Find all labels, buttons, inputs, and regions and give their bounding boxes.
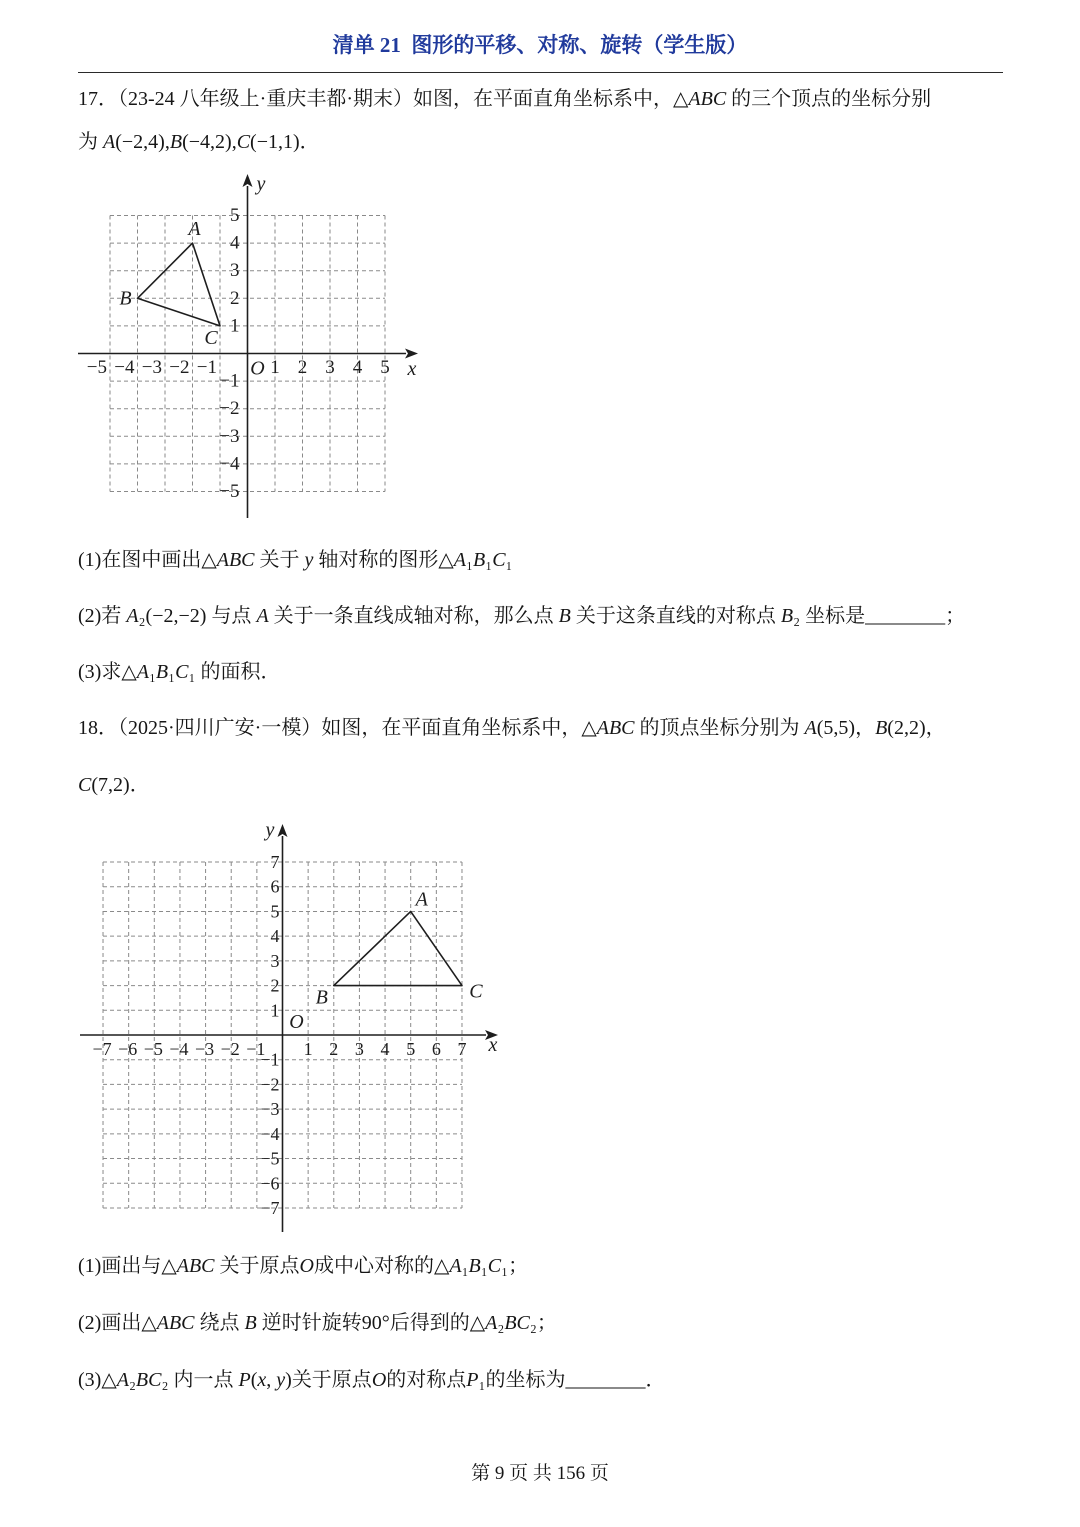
y-tick-label: −6	[260, 1173, 280, 1194]
math-expression: B	[244, 1312, 257, 1334]
origin-label: O	[250, 357, 265, 380]
x-tick-label: 3	[325, 357, 335, 378]
text-run: 关于一条直线成轴对称，那么点	[268, 605, 559, 627]
x-tick-label: −7	[92, 1039, 112, 1059]
math-expression: P₁	[466, 1369, 486, 1391]
math-expression: △ABC	[581, 717, 635, 739]
q17-part-3	[78, 658, 280, 686]
x-tick-label: −3	[141, 357, 162, 378]
y-tick-label: 2	[270, 975, 280, 996]
math-expression: A₂(−2,−2)	[126, 605, 207, 627]
q17-part-1	[78, 546, 513, 574]
math-expression: B₂	[780, 605, 801, 627]
x-tick-label: 5	[380, 357, 390, 378]
math-expression: B	[558, 605, 571, 627]
text-run: ，	[855, 717, 876, 739]
math-expression: △ABC	[672, 88, 727, 110]
text-run: (1)画出与	[78, 1255, 162, 1277]
x-tick-label: 5	[406, 1039, 416, 1059]
y-tick-label: 1	[270, 1000, 280, 1021]
text-run: 后得到的	[389, 1312, 470, 1334]
math-expression: △A₂BC₂	[469, 1312, 537, 1334]
vertex-label-b: B	[119, 287, 132, 310]
text-run: ．	[299, 131, 320, 153]
text-run: 关于原点	[291, 1369, 372, 1391]
text-run: 成中心对称的	[313, 1255, 434, 1277]
x-tick-label: −2	[220, 1039, 240, 1059]
text-run: 的对称点	[386, 1369, 467, 1391]
x-tick-label: −2	[169, 357, 190, 378]
y-tick-label: −1	[219, 370, 240, 392]
q17-part-2	[78, 602, 965, 630]
text-run: 的顶点坐标分别为	[634, 717, 805, 739]
y-axis-arrow-icon	[278, 824, 288, 837]
math-expression: △ABC	[201, 549, 255, 571]
q18-part-3	[78, 1366, 665, 1394]
text-run: (2)若	[78, 605, 127, 627]
math-expression: B(2,2)	[875, 717, 926, 739]
vertex-label-a: A	[188, 218, 201, 241]
x-tick-label: −1	[246, 1039, 266, 1059]
y-axis-label: y	[265, 819, 275, 841]
y-tick-label: −3	[219, 425, 240, 447]
vertex-label-b: B	[315, 986, 328, 1009]
x-tick-label: 4	[352, 357, 363, 378]
math-expression: O	[371, 1369, 387, 1391]
y-tick-label: 1	[230, 315, 240, 337]
math-expression: △A₂BC₂	[101, 1369, 169, 1391]
y-tick-label: −3	[260, 1099, 280, 1120]
math-expression: 90°	[361, 1312, 390, 1334]
math-expression: △ABC	[161, 1255, 215, 1277]
text-run: (2)画出	[78, 1312, 142, 1334]
q17-coordinate-figure	[60, 160, 440, 530]
vertex-label-c: C	[204, 326, 218, 349]
text-run: 的三个顶点的坐标分别	[726, 88, 932, 110]
text-run: ，	[925, 717, 946, 739]
y-tick-label: 3	[230, 260, 240, 282]
y-axis-arrow-icon	[243, 174, 253, 187]
x-tick-label: 7	[457, 1039, 467, 1059]
text-run: 的坐标为________．	[485, 1369, 666, 1391]
text-run: 坐标是________；	[800, 605, 966, 627]
y-axis-label: y	[256, 173, 266, 195]
text-run: 18．（2025·四川广安·一模）如图，在平面直角坐标系中，	[78, 717, 582, 739]
x-tick-label: −4	[169, 1039, 189, 1059]
math-expression: P(x, y)	[238, 1369, 292, 1391]
text-run: 与点	[206, 605, 257, 627]
x-tick-label: 2	[297, 357, 308, 378]
text-run: (3)	[78, 1369, 102, 1391]
vertex-label-c: C	[469, 980, 483, 1003]
triangle-abc	[138, 243, 221, 326]
y-tick-label: 7	[270, 852, 280, 873]
math-expression: y	[304, 549, 314, 571]
text-run: 轴对称的图形	[313, 549, 439, 571]
math-expression: △A₁B₁C₁	[121, 661, 196, 683]
math-expression: O	[299, 1255, 314, 1277]
header-divider	[78, 72, 1003, 73]
y-tick-label: −2	[219, 398, 240, 420]
y-tick-label: −4	[219, 453, 240, 475]
math-expression: △A₁B₁C₁	[438, 549, 513, 571]
x-tick-label: −5	[86, 357, 107, 378]
q18-stem-line-2	[78, 771, 150, 799]
text-run: 为	[78, 131, 103, 153]
y-tick-label: 5	[230, 205, 240, 226]
x-tick-label: −5	[143, 1039, 163, 1059]
text-run: ；	[536, 1312, 557, 1334]
y-tick-label: −1	[260, 1049, 280, 1070]
page-number: 第 9 页 共 156 页	[471, 1463, 609, 1484]
math-expression: A(5,5)	[804, 717, 856, 739]
text-run: 绕点	[194, 1312, 245, 1334]
text-run: ．	[129, 774, 150, 796]
origin-label: O	[289, 1011, 304, 1033]
y-tick-label: 3	[270, 950, 280, 971]
text-run: 的面积．	[195, 661, 281, 683]
text-run: ；	[508, 1255, 529, 1277]
x-tick-label: 4	[380, 1039, 390, 1059]
q18-coordinate-figure	[70, 810, 520, 1245]
text-run: 17．（23-24 八年级上·重庆丰都·期末）如图，在平面直角坐标系中，	[78, 88, 673, 110]
x-tick-label: −6	[118, 1039, 138, 1059]
text-run: 关于原点	[214, 1255, 300, 1277]
y-tick-label: 4	[230, 232, 240, 254]
x-axis-arrow-icon	[405, 349, 418, 359]
text-run: 关于	[254, 549, 305, 571]
q18-stem-line-1	[78, 714, 946, 742]
x-tick-label: 2	[329, 1039, 339, 1059]
y-tick-label: 4	[270, 926, 280, 947]
text-run: 关于这条直线的对称点	[570, 605, 781, 627]
text-run: 内一点	[168, 1369, 239, 1391]
y-tick-label: −2	[260, 1074, 280, 1095]
x-tick-label: −3	[195, 1039, 215, 1059]
y-tick-label: 6	[270, 876, 280, 897]
math-expression: △A₁B₁C₁	[433, 1255, 509, 1277]
y-tick-label: −7	[260, 1197, 280, 1218]
text-run: (3)求	[78, 661, 122, 683]
x-tick-label: 1	[270, 357, 280, 378]
y-tick-label: 2	[230, 287, 240, 309]
x-tick-label: 3	[354, 1039, 364, 1059]
math-expression: C(7,2)	[78, 774, 130, 796]
vertex-label-a: A	[415, 888, 428, 911]
y-tick-label: 5	[270, 901, 280, 922]
q18-part-2	[78, 1309, 557, 1337]
y-tick-label: −4	[260, 1123, 280, 1144]
page-title: 清单 21 图形的平移、对称、旋转（学生版）	[332, 33, 748, 57]
q17-stem-line-2	[78, 128, 320, 156]
x-tick-label: 1	[303, 1039, 313, 1059]
text-run: 逆时针旋转	[256, 1312, 362, 1334]
x-axis-label: x	[407, 358, 417, 380]
triangle-abc	[334, 911, 462, 985]
q17-stem-line-1	[78, 85, 931, 113]
x-tick-label: 6	[431, 1039, 441, 1059]
y-tick-label: −5	[260, 1148, 280, 1169]
math-expression: △ABC	[141, 1312, 195, 1334]
y-tick-label: −5	[219, 481, 240, 502]
text-run: (1)在图中画出	[78, 549, 202, 571]
x-tick-label: −1	[196, 357, 217, 378]
x-axis-label: x	[488, 1034, 498, 1056]
math-expression: A	[256, 605, 269, 627]
q18-part-1	[78, 1252, 528, 1280]
x-tick-label: −4	[114, 357, 135, 378]
math-expression: A(−2,4),B(−4,2),C(−1,1)	[103, 131, 300, 153]
